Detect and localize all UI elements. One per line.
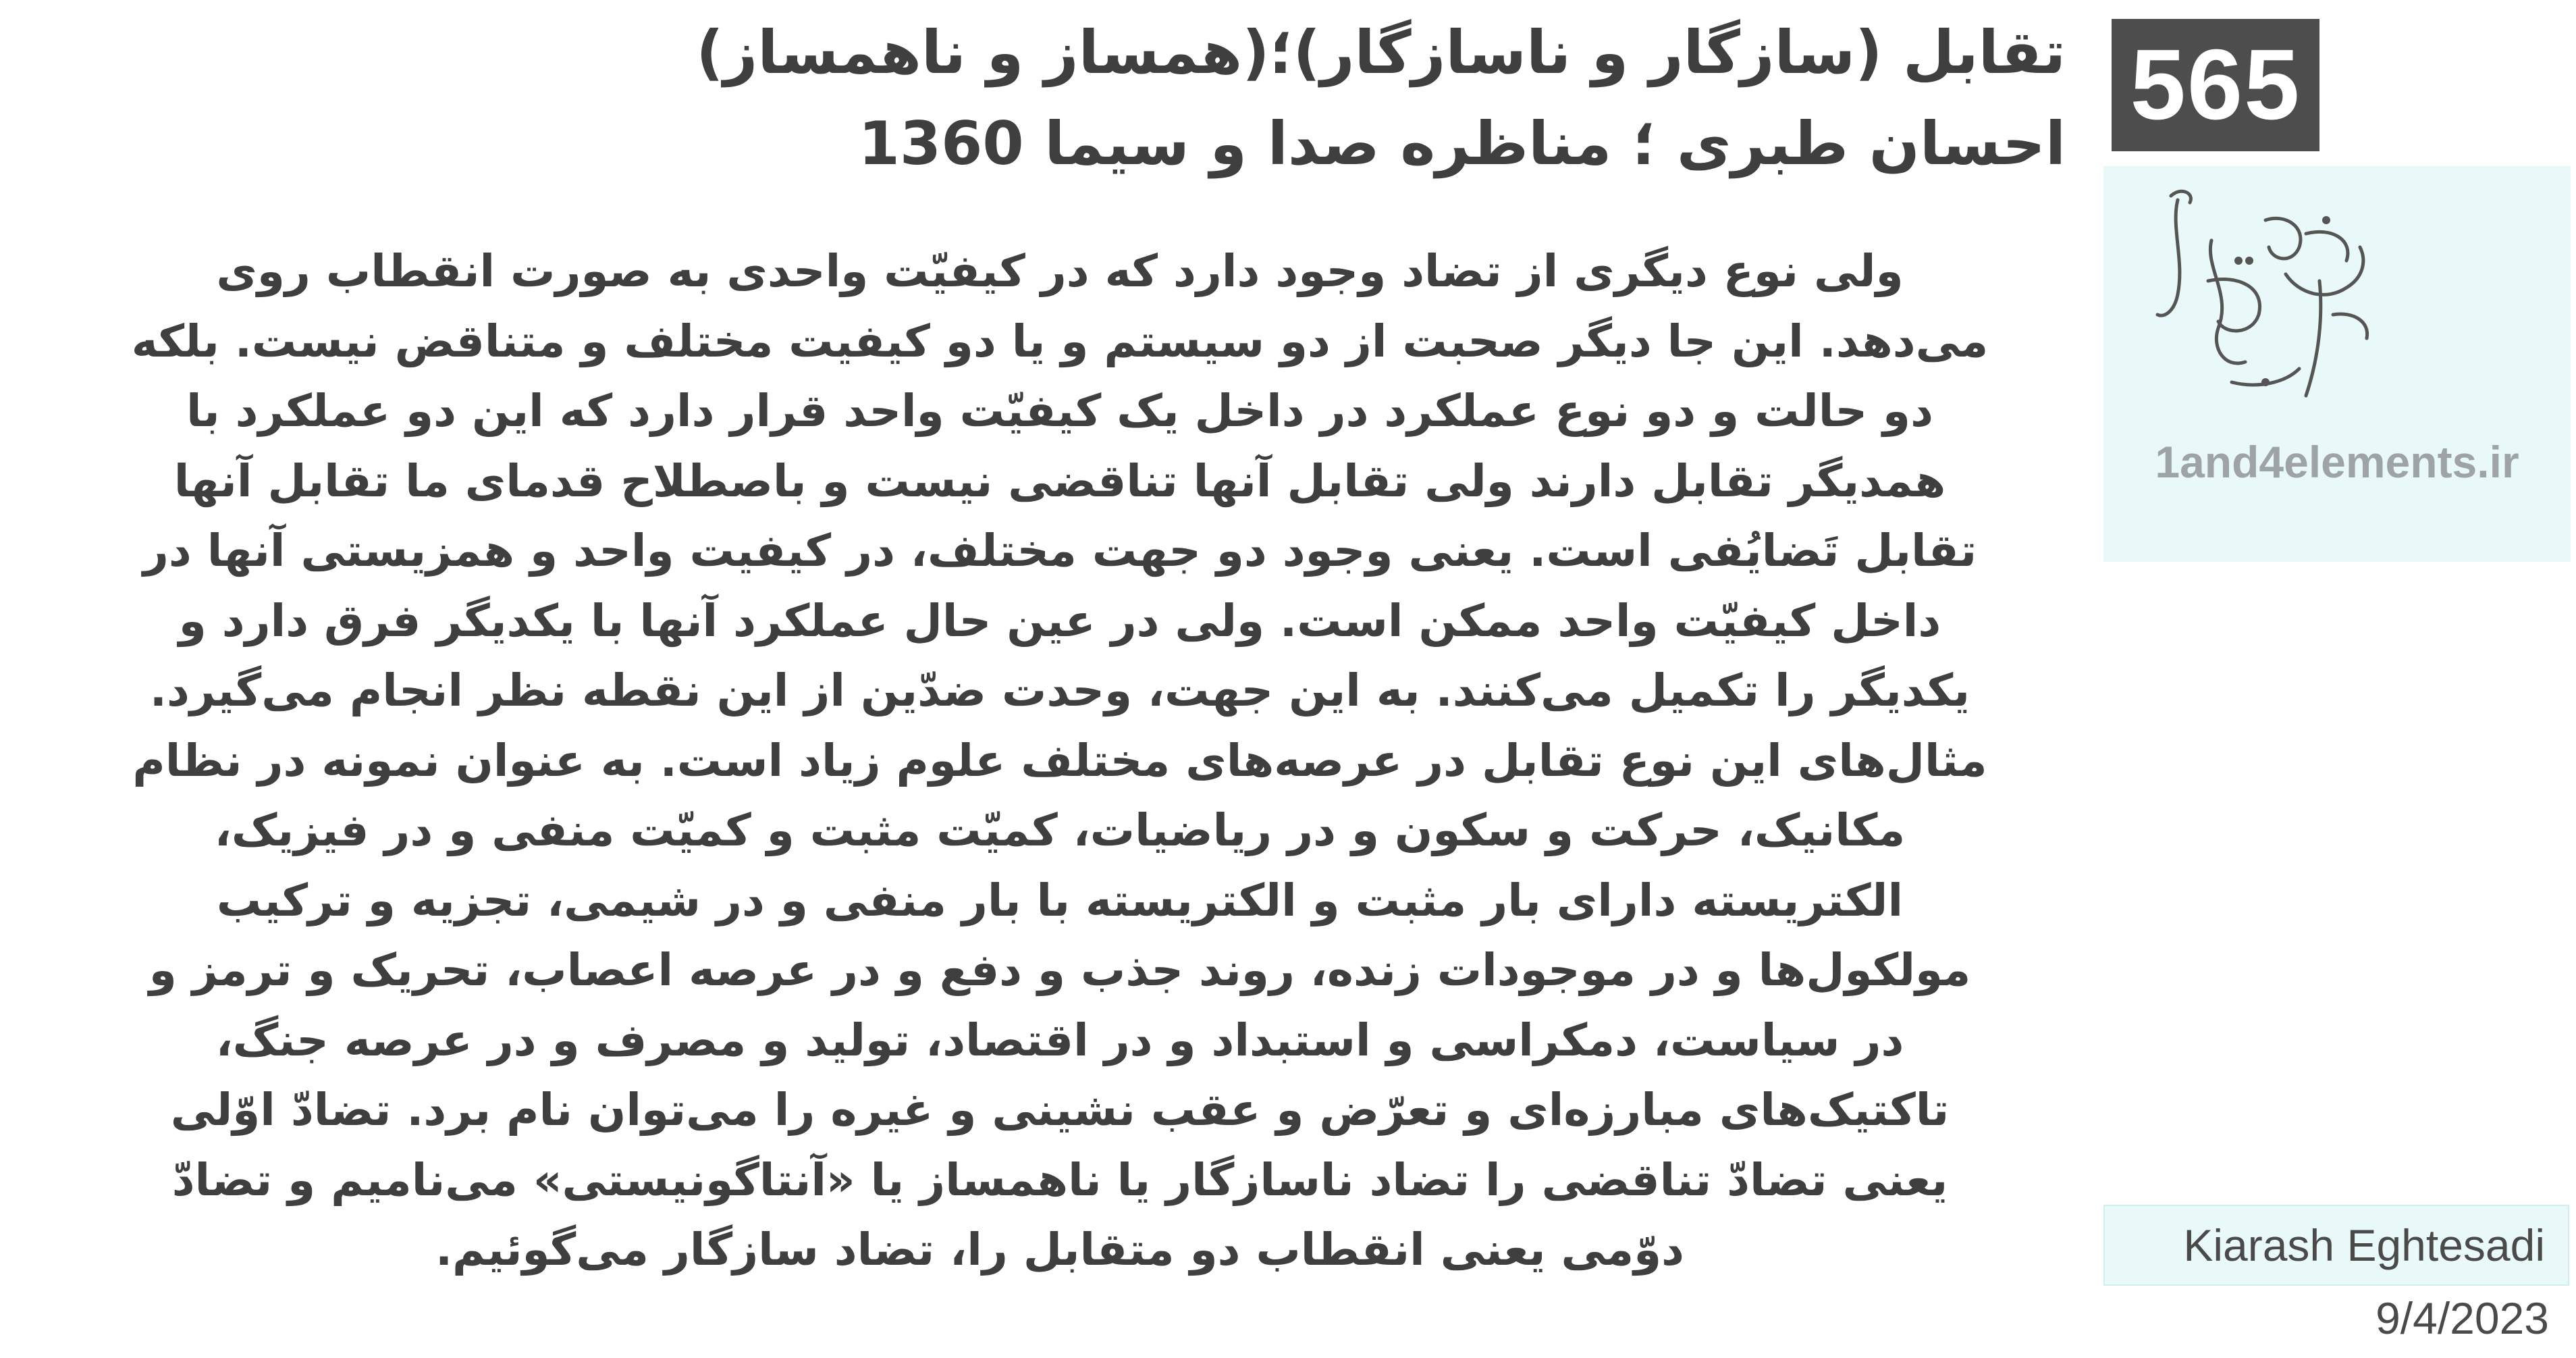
author-name: Kiarash Eghtesadi <box>2103 1205 2569 1286</box>
body-paragraph: ولی نوع دیگری از تضاد وجود دارد که در کیفیّت واحدی به صورت انقطاب روی می‌دهد. این جا دیگر صحبت از دو سیستم و یا دو کیفیت مختلف و متناقض نیست. بلکه دو حالت و دو نوع عملکرد در داخل یک کیفیّت واحد قرار دارد که این دو عملکرد با همدیگر تقابل دارند ولی تقابل آنها تناقضی نیست و باصطلاح قدمای ما تقابل آنها تقابل تَضایُفی است. یعنی وجود دو جهت مختلف، در کیفیت واحد و همزیستی آنها در داخل کیفیّت واحد ممکن است. ولی در عین حال عملکرد آنها با یکدیگر فرق دارد و یکدیگر را تکمیل می‌کنند. به این جهت، وحدت ضدّین از این نقطه نظر انجام می‌گیرد. مثال‌های این نوع تقابل در عرصه‌های مختلف علوم زیاد است. به عنوان نمونه در نظام مکانیک، حرکت و سکون و در ریاضیات، کمیّت مثبت و کمیّت منفی و در فیزیک، الکتریسته دارای بار مثبت و الکتریسته با بار منفی و در شیمی، تجزیه و ترکیب مولکول‌ها و در موجودات زنده، روند جذب و دفع و در عرصه اعصاب، تحریک و ترمز و در سیاست، دمکراسی و استبداد و در اقتصاد، تولید و مصرف و در عرصه جنگ، تاکتیک‌های مبارزه‌ای و تعرّض و عقب نشینی و غیره را می‌توان نام برد. تضادّ اوّلی یعنی تضادّ تناقضی را تضاد ناسازگار یا ناهمساز یا «آنتاگونیستی» می‌نامیم و تضادّ دوّمی یعنی انقطاب دو متقابل را، تضاد سازگار می‌گوئیم. <box>131 245 1989 1276</box>
logo-panel <box>2103 166 2571 562</box>
title-line-2: احسان طبری ؛ مناظره صدا و سیما 1360 <box>858 109 2066 178</box>
slide-number-badge: 565 <box>2112 19 2319 151</box>
website-url: 1and4elements.ir <box>2155 437 2519 487</box>
slide-title <box>608 7 2066 189</box>
calligraphy-logo-icon <box>2130 180 2387 423</box>
slide-date: 9/4/2023 <box>2376 1293 2549 1343</box>
title-line-1: تقابل (سازگار و ناسازگار)؛(همساز و ناهمساز) <box>696 18 2066 87</box>
